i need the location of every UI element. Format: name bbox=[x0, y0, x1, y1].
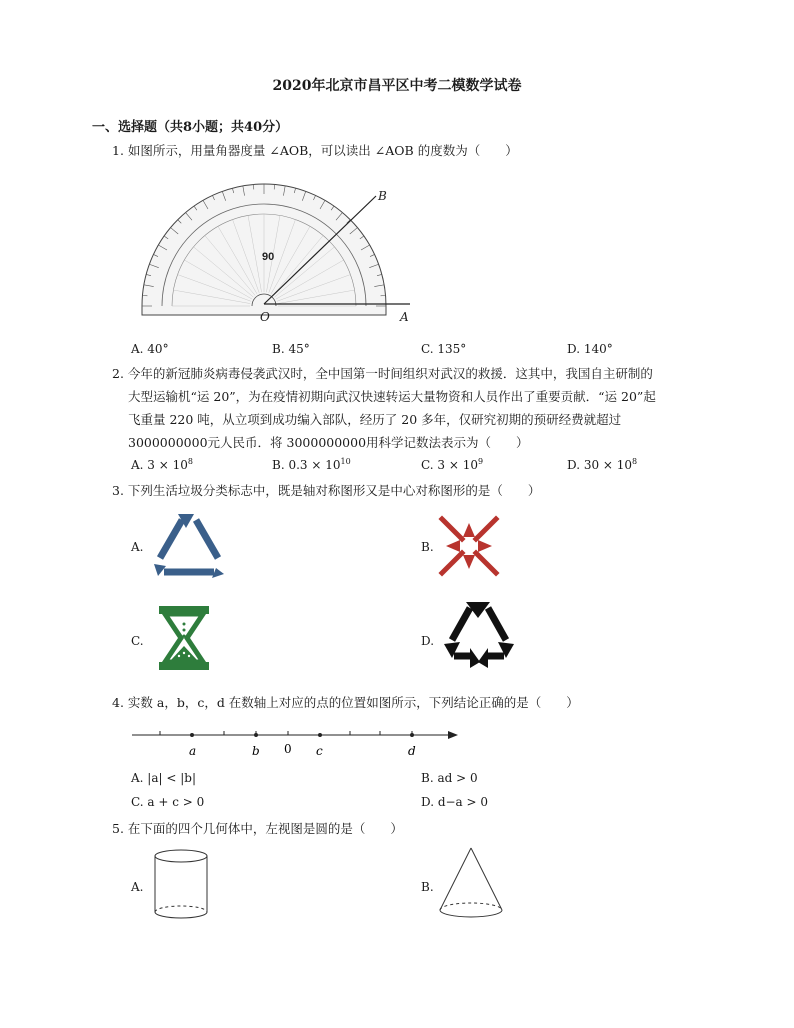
q4-option-b[interactable]: B. ad > 0 bbox=[421, 771, 478, 785]
q4-option-c[interactable]: C. a + c > 0 bbox=[131, 795, 205, 809]
label-b: B bbox=[378, 189, 387, 203]
q2-option-b-base: B. 0.3 × 10 bbox=[272, 458, 341, 472]
q2-option-a-base: A. 3 × 10 bbox=[131, 458, 188, 472]
question-2-line-2: 大型运输机“运 20”，为在疫情初期向武汉快速转运大量物资和人员作出了重要贡献．“运 20”起 bbox=[128, 389, 656, 404]
q5-option-a[interactable]: A. bbox=[131, 880, 144, 894]
q2-option-b[interactable] bbox=[272, 457, 351, 472]
point-a-label: a bbox=[189, 744, 197, 758]
number-line bbox=[130, 725, 460, 761]
question-3-stem: 3. 下列生活垃圾分类标志中，既是轴对称图形又是中心对称图形的是（ ） bbox=[112, 483, 541, 498]
label-a: A bbox=[400, 310, 409, 324]
q1-option-c[interactable]: C. 135° bbox=[421, 342, 467, 356]
point-c-label: c bbox=[316, 744, 323, 758]
point-zero-label: 0 bbox=[284, 742, 292, 756]
green-hourglass-icon bbox=[157, 604, 211, 672]
black-recycle-icon bbox=[440, 598, 518, 670]
question-2-line-4: 3000000000元人民币．将 3000000000用科学记数法表示为（ ） bbox=[128, 435, 529, 450]
cone-figure bbox=[436, 846, 506, 920]
q2-option-c-exp: 9 bbox=[477, 457, 484, 466]
q1-option-b[interactable]: B. 45° bbox=[272, 342, 310, 356]
protractor bbox=[142, 184, 386, 315]
point-d-label: d bbox=[408, 744, 416, 758]
arrow-right-icon bbox=[448, 731, 458, 739]
q5-option-b[interactable]: B. bbox=[421, 880, 434, 894]
q2-option-d-base: D. 30 × 10 bbox=[567, 458, 633, 472]
q2-option-a-exp: 8 bbox=[187, 457, 193, 466]
q3-option-a[interactable]: A. bbox=[131, 540, 144, 554]
question-2-line-1: 2. 今年的新冠肺炎病毒侵袭武汉时，全中国第一时间组织对武汉的救援．这其中，我国自主研制的 bbox=[112, 366, 653, 381]
q2-option-c-base: C. 3 × 10 bbox=[421, 458, 478, 472]
q2-option-d[interactable] bbox=[567, 457, 637, 472]
q3-option-d[interactable]: D. bbox=[421, 634, 435, 648]
q2-option-b-exp: 10 bbox=[340, 457, 351, 466]
q1-option-a[interactable]: A. 40° bbox=[131, 342, 169, 356]
question-4-stem: 4. 实数 a，b，c，d 在数轴上对应的点的位置如图所示，下列结论正确的是（ ） bbox=[112, 695, 579, 710]
red-cross-arrows-icon bbox=[438, 515, 500, 577]
q2-option-d-exp: 8 bbox=[632, 457, 638, 466]
q3-option-c[interactable]: C. bbox=[131, 634, 144, 648]
label-o: O bbox=[260, 310, 270, 324]
cylinder-figure bbox=[150, 848, 212, 920]
page-title: 2020年北京市昌平区中考二模数学试卷 bbox=[272, 78, 522, 94]
protractor-figure bbox=[138, 175, 418, 325]
label-90: 90 bbox=[262, 251, 275, 263]
question-2-line-3: 飞重量 220 吨，从立项到成功编入部队，经历了 20 多年，仅研究初期的预研经费就超过 bbox=[128, 412, 622, 427]
q3-option-b[interactable]: B. bbox=[421, 540, 434, 554]
point-b-label: b bbox=[252, 744, 260, 758]
q4-option-a[interactable]: A. |a| < |b| bbox=[131, 771, 196, 785]
q4-option-d[interactable]: D. d−a > 0 bbox=[421, 795, 489, 809]
q1-option-d[interactable]: D. 140° bbox=[567, 342, 613, 356]
section-heading: 一、选择题（共8小题；共40分） bbox=[92, 120, 289, 135]
q2-option-a[interactable] bbox=[131, 457, 193, 472]
question-5-stem: 5. 在下面的四个几何体中，左视图是圆的是（ ） bbox=[112, 821, 403, 836]
question-1-stem: 1. 如图所示，用量角器度量 ∠AOB，可以读出 ∠AOB 的度数为（ ） bbox=[112, 143, 518, 158]
recycle-triangle-blue-icon bbox=[150, 512, 228, 580]
q2-option-c[interactable] bbox=[421, 457, 483, 472]
